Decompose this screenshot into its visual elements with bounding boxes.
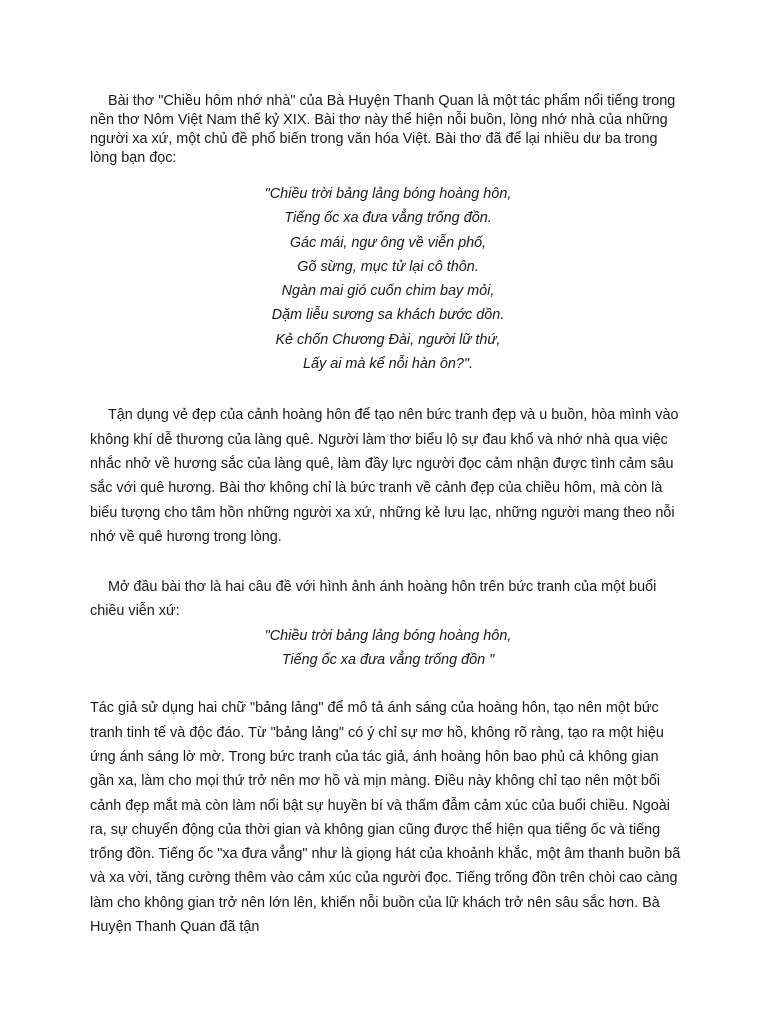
intro-paragraph: Bài thơ "Chiều hôm nhớ nhà" của Bà Huyện Thanh Quan là một tác phẩm nổi tiếng trong nền thơ Nôm Việt Nam thế kỷ XIX. Bài thơ này thể hiện nỗi buồn, lòng nhớ nhà của những người xa xứ, một chủ đề phổ biến trong văn hóa Việt. Bài thơ đã để lại nhiều dư ba trong lòng bạn đọc: <box>90 93 676 166</box>
body-paragraph-1: Tận dụng vẻ đẹp của cảnh hoàng hôn để tạo nên bức tranh đẹp và u buồn, hòa mình vào không khí dễ thương của làng quê. Người làm thơ biểu lộ sự đau khổ và nhớ nhà qua việc nhắc nhở về hương sắc của làng quê, làm đầy lực người đọc cảm nhận được tình cảm sâu sắc với quê hương. Bài thơ không chỉ là bức tranh về cảnh đẹp của chiều hôm, mà còn là biểu tượng cho tâm hồn những người xa xứ, những kẻ lưu lạc, những người mang theo nỗi nhớ về quê hương trong lòng. <box>90 407 679 545</box>
poem-line: "Chiều trời bảng lảng bóng hoàng hôn, <box>264 186 512 202</box>
quote-line: "Chiều trời bảng lảng bóng hoàng hôn, <box>264 627 512 644</box>
poem-line: Ngàn mai gió cuốn chim bay mỏi, <box>281 283 495 300</box>
poem-line: Gõ sừng, mục tử lại cô thôn. <box>297 258 479 275</box>
poem-block <box>90 182 686 376</box>
quote-block <box>90 624 686 673</box>
body-paragraph-2: Mở đầu bài thơ là hai câu đề với hình ảnh ánh hoàng hôn trên bức tranh của một buổi chiều viễn xứ: <box>90 579 657 620</box>
quote-line: Tiếng ốc xa đưa vẳng trống đồn " <box>281 652 495 669</box>
poem-line: Kẻ chốn Chương Đài, người lữ thứ, <box>275 331 501 348</box>
poem-line: Gác mái, ngư ông về viễn phố, <box>289 234 487 251</box>
body-paragraph-3: Tác giả sử dụng hai chữ "bảng lảng" để mô tả ánh sáng của hoàng hôn, tạo nên một bức tranh tinh tế và độc đáo. Từ "bảng lảng" có ý chỉ sự mơ hồ, không rõ ràng, tạo ra một hiệu ứng ánh sáng lờ mờ. Trong bức tranh của tác giả, ánh hoàng hôn bao phủ cả không gian gần xa, làm cho mọi thứ trở nên mơ hồ và mịn màng. Điều này không chỉ tạo nên một bối cảnh đẹp mắt mà còn làm nổi bật sự huyền bí và thấm đẫm cảm xúc của buổi chiều. Ngoài ra, sự chuyển động của thời gian và không gian cũng được thể hiện qua tiếng ốc và tiếng trống đồn. Tiếng ốc "xa đưa vẳng" như là giọng hát của khoảnh khắc, một âm thanh buồn bã và xa vời, tăng cường thêm vào cảm xúc của người đọc. Tiếng trống đồn trên chòi cao càng làm cho không gian trở nên lớn lên, khiến nỗi buồn của lữ khách trở nên sâu sắc hơn. Bà Huyện Thanh Quan đã tận <box>90 700 681 936</box>
poem-line: Dặm liễu sương sa khách bước dồn. <box>271 307 505 324</box>
poem-line: Lấy ai mà kể nỗi hàn ôn?". <box>303 356 473 373</box>
poem-line: Tiếng ốc xa đưa vẳng trống đồn. <box>284 210 492 227</box>
document-page <box>90 92 686 939</box>
